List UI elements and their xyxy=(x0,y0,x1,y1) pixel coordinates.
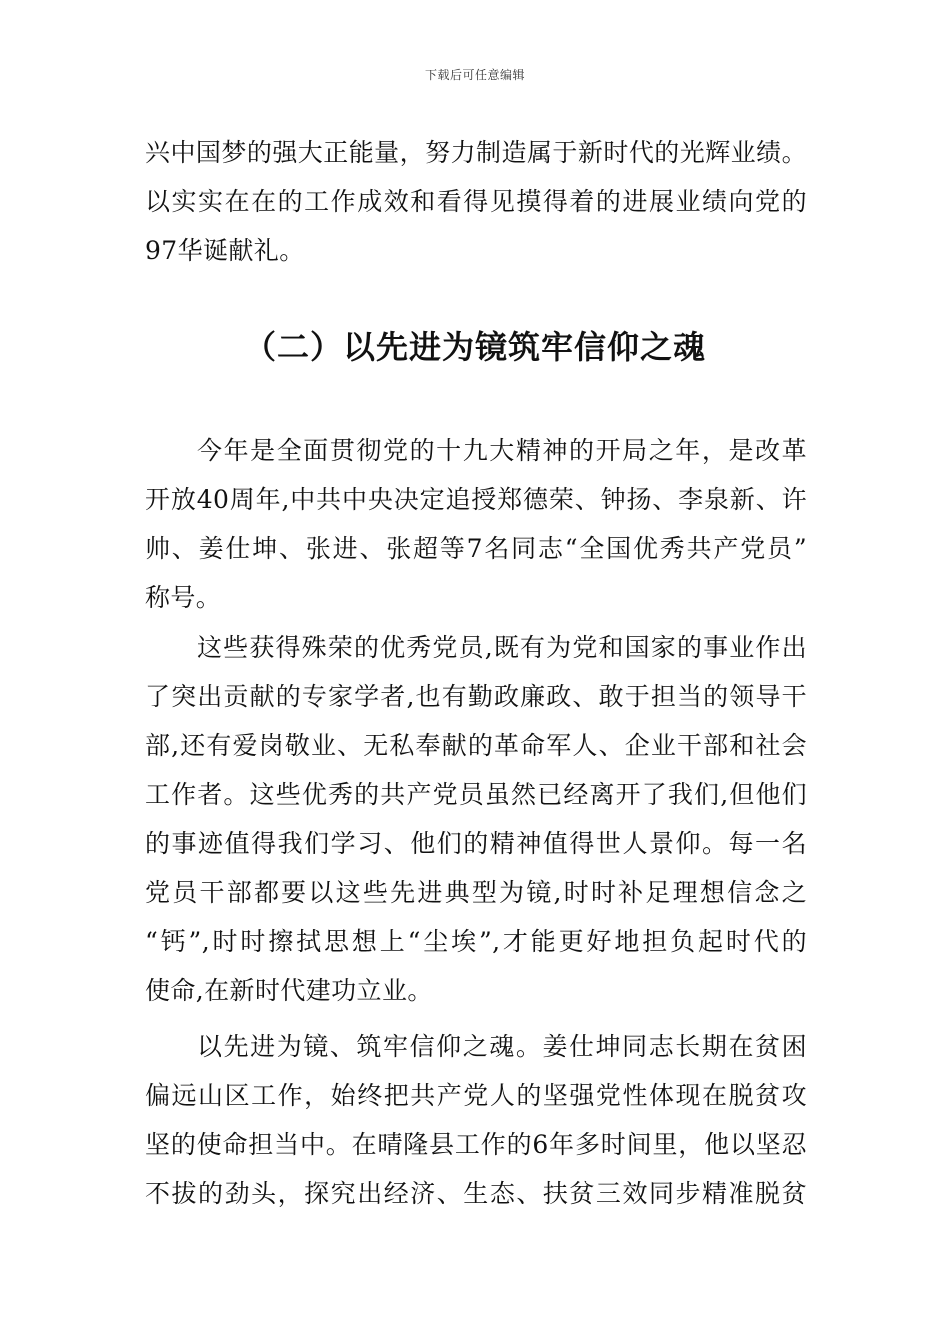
page-header-note: 下载后可任意编辑 xyxy=(424,68,525,82)
text-line: 偏远山区工作，始终把共产党人的坚强党性体现在脱贫攻 xyxy=(145,1081,807,1110)
paragraph-2 xyxy=(145,623,807,1015)
text-line: 坚的使命担当中。在晴隆县工作的6年多时间里，他以坚忍 xyxy=(145,1130,807,1159)
text-line: 的事迹值得我们学习、他们的精神值得世人景仰。每一名 xyxy=(145,829,807,858)
text-line: 以先进为镜、筑牢信仰之魂。姜仕坤同志长期在贫困 xyxy=(197,1032,807,1061)
text-line: 兴中国梦的强大正能量，努力制造属于新时代的光辉业绩。 xyxy=(145,138,807,167)
text-line: 称号。 xyxy=(145,583,222,612)
text-line: 今年是全面贯彻党的十九大精神的开局之年，是改革 xyxy=(197,436,807,465)
text-line: 工作者。这些优秀的共产党员虽然已经离开了我们,但他们 xyxy=(145,780,807,809)
text-line: 党员干部都要以这些先进典型为镜,时时补足理想信念之 xyxy=(145,878,807,907)
paragraph-1 xyxy=(145,426,807,622)
text-line: 开放40周年,中共中央决定追授郑德荣、钟扬、李泉新、许 xyxy=(145,485,807,514)
text-line: 97华诞献礼。 xyxy=(145,236,305,265)
paragraph-3 xyxy=(145,1022,807,1218)
text-line: 帅、姜仕坤、张进、张超等7名同志“全国优秀共产党员” xyxy=(145,534,807,563)
text-line: 不拔的劲头，探究出经济、生态、扶贫三效同步精准脱贫 xyxy=(145,1179,807,1208)
text-line: 使命,在新时代建功立业。 xyxy=(145,976,433,1005)
text-line: 了突出贡献的专家学者,也有勤政廉政、敢于担当的领导干 xyxy=(145,682,807,711)
text-line: 这些获得殊荣的优秀党员,既有为党和国家的事业作出 xyxy=(197,633,807,662)
paragraph-continued xyxy=(145,128,807,275)
text-line: 以实实在在的工作成效和看得见摸得着的进展业绩向党的 xyxy=(145,187,807,216)
section-heading: （二）以先进为镜筑牢信仰之魂 xyxy=(243,328,706,366)
text-line: 部,还有爱岗敬业、无私奉献的革命军人、企业干部和社会 xyxy=(145,731,807,760)
text-line: “钙”,时时擦拭思想上“尘埃”,才能更好地担负起时代的 xyxy=(145,927,807,956)
